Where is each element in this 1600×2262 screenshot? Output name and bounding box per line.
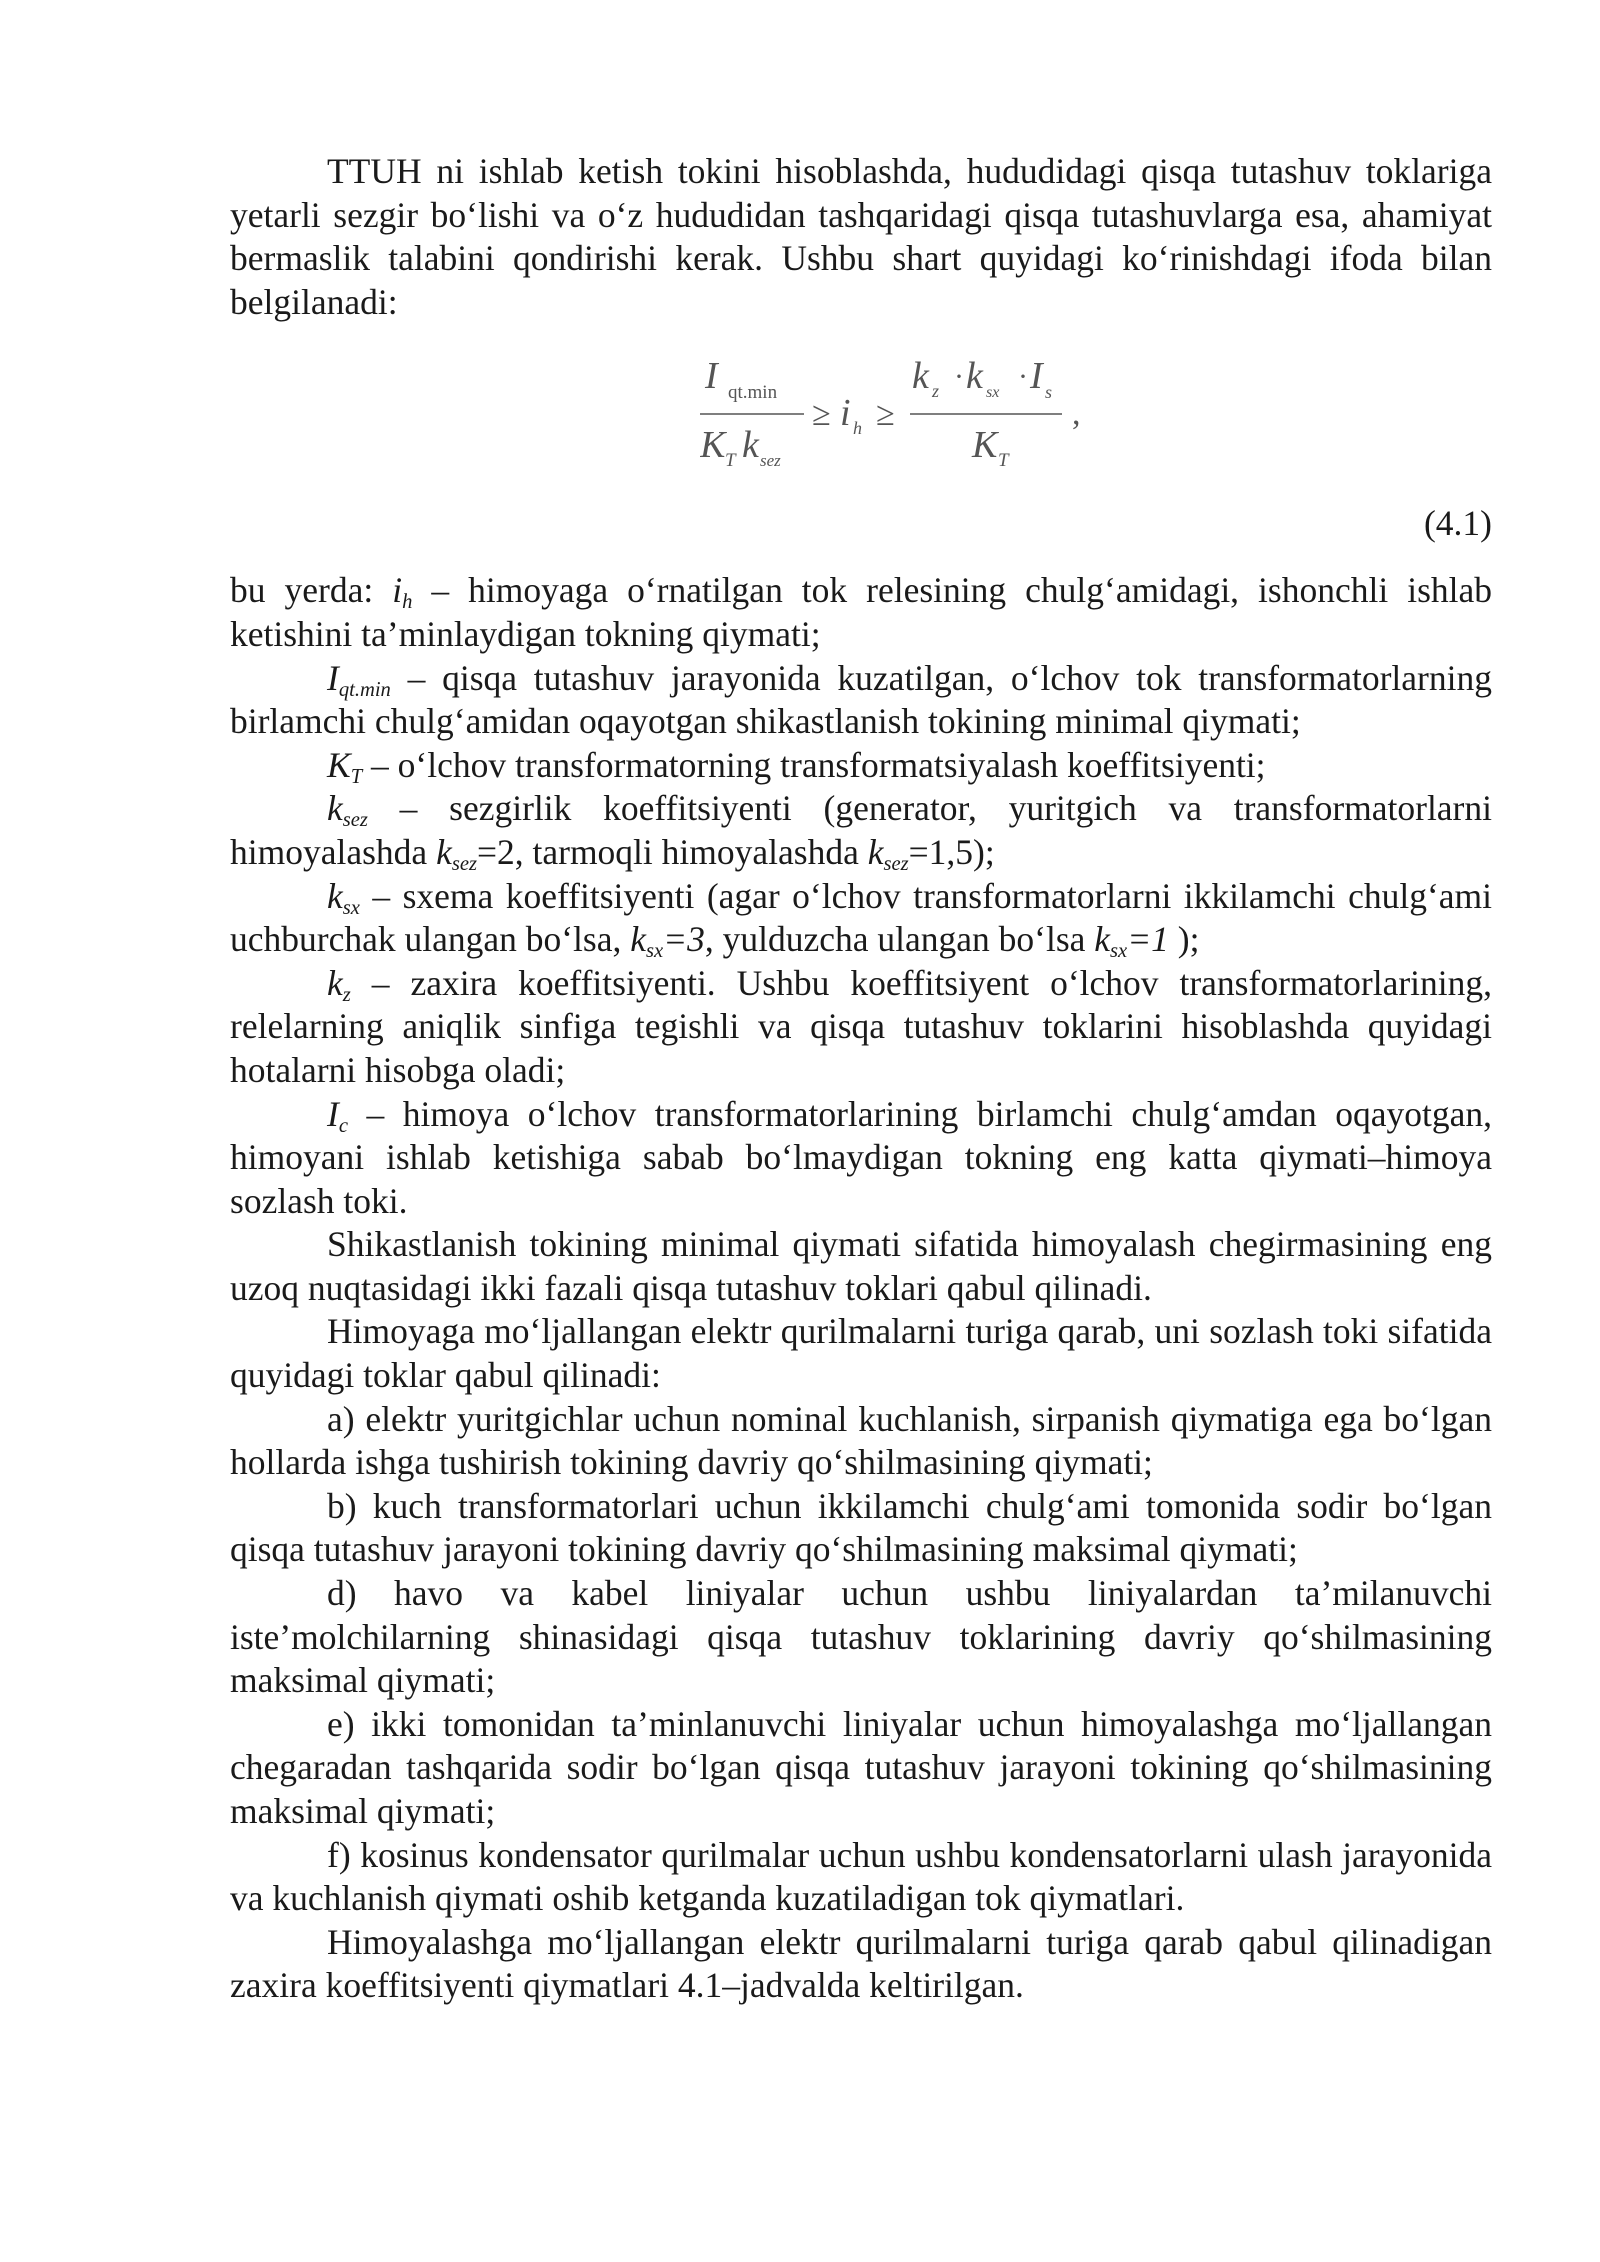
def-ksx-sub-2: sx [646,939,664,962]
def-ksez-text-2: =2, tarmoqli himoyalashda [476,831,868,872]
paragraph-last: Himoyalashga mo‘ljallangan elektr qurilmalarni turiga qarab qabul qilinadigan zaxira koeffitsiyenti qiymatlari 4.1–jadvalda keltirilgan. [230,1921,1492,2006]
def-iqt-text: – qisqa tutashuv jarayonida kuzatilgan, o‘lchov tok transformatorlarning birlamchi chulg‘amidan oqayotgan shikastlanish tokining minimal qiymati; [230,657,1492,742]
def-ksx-value-2: =3 [663,919,705,960]
def-ksx-value-3: =1 [1127,919,1169,960]
def-kz-text: – zaxira koeffitsiyenti. Ushbu koeffitsiyent o‘lchov transformatorlarining, relelarning aniqlik sinfiga tegishli va qisqa tutashuv toklarini hisoblashda quyidagi hotalarni hisobga oladi; [230,962,1492,1090]
def-ksx-symbol-2: k [630,919,646,960]
formula-num-right-b-sub: sx [986,384,1000,402]
def-ic-sub: c [338,1114,348,1137]
list-item-b: b) kuch transformatorlari uchun ikkilamchi chulg‘ami tomonida sodir bo‘lgan qisqa tutashuv jarayoni tokining davriy qo‘shilmasining maksimal qiymati; [230,1485,1492,1570]
formula-den-left-a-sub: T [725,450,736,472]
formula-dot-2: · [1018,360,1028,394]
formula-geq-2: ≥ [876,396,895,434]
def-ksx [230,875,1492,962]
def-ksez-symbol: k [327,788,343,829]
formula-den-left-b-sub: sez [760,451,781,471]
intro-paragraph: TTUH ni ishlab ketish tokini hisoblashda, hududidagi qisqa tutashuv toklariga yetarli sezgir bo‘lishi va o‘z hududidan tashqaridagi qisqa tutashuvlarga esa, ahamiyat bermaslik talabini qondirishi kerak. Ushbu shart quyidagi ko‘rinishdagi ifoda bilan belgilanadi: [230,151,1492,322]
def-ksez-text-3: =1,5); [908,831,995,872]
def-kt-text: – o‘lchov transformatorning transformatsiyalash koeffitsiyenti; [362,744,1266,785]
def-ih-symbol: i [392,570,403,611]
def-ih-sub: h [402,591,413,614]
def-ih [230,569,1492,656]
def-ksez-sub-2: sez [451,852,477,875]
def-ksez-sub: sez [342,809,368,832]
formula-mid-sub: h [853,418,862,439]
list-item-a: a) elektr yuritgichlar uchun nominal kuchlanish, sirpanish qiymatiga ega bo‘lgan hollarda ishga tushirish tokining davriy qo‘shilmasining qiymati; [230,1398,1492,1483]
def-kt [230,744,1492,788]
def-ksx-symbol: k [327,875,343,916]
formula-geq-1: ≥ [812,396,831,434]
def-ih-text: – himoyaga o‘rnatilgan tok relesining chulg‘amidagi, ishonchli ishlab ketishini ta’minlaydigan tokning qiymati; [230,570,1492,654]
list-item-f: f) kosinus kondensator qurilmalar uchun ushbu kondensatorlarni ulash jarayonida va kuchlanish qiymati oshib ketganda kuzatiladigan tok qiymatlari. [230,1834,1492,1919]
formula-num-left: I [705,355,718,398]
formula-den-right-sub: T [998,450,1009,472]
def-kt-sub: T [350,765,363,788]
def-ic [230,1093,1492,1224]
def-ksx-text-3: ); [1168,919,1200,960]
paragraph-shikastlanish: Shikastlanish tokining minimal qiymati sifatida himoyalash chegirmasining eng uzoq nuqtasidagi ikki fazali qisqa tutashuv toklari qabul qilinadi. [230,1224,1492,1308]
def-ksez [230,787,1492,874]
formula-den-right: K [972,424,998,467]
formula-num-left-sub: qt.min [728,382,778,404]
def-iqt-symbol: I [327,657,339,698]
paragraph-himoyaga: Himoyaga mo‘ljallangan elektr qurilmalarni turiga qarab, uni sozlash toki sifatida quyidagi toklar qabul qilinadi: [230,1311,1492,1396]
def-ksx-symbol-3: k [1094,919,1111,960]
list-item-d: d) havo va kabel liniyalar uchun ushbu liniyalardan ta’milanuvchi iste’molchilarning shinasidagi qisqa tutashuv toklarining davriy qo‘shilmasining maksimal qiymati; [230,1573,1492,1701]
list-item-e: e) ikki tomonidan ta’minlanuvchi liniyalar uchun himoyalashga mo‘ljallangan chegaradan tashqarida sodir bo‘lgan qisqa tutashuv jarayoni tokining qo‘shilmasining maksimal qiymati; [230,1703,1492,1831]
def-ksx-text-2: , yulduzcha ulangan bo‘lsa [704,919,1095,960]
formula-num-right-c: I [1030,355,1043,398]
formula-num-right-b: k [966,355,983,398]
def-iqt [230,657,1492,744]
def-ksez-symbol-3: k [867,831,884,872]
def-ksez-text-1: – sezgirlik koeffitsiyenti (generator, yuritgich va transformatorlarni himoyalashda [230,788,1492,872]
formula-4-1 [700,342,1120,492]
def-ksx-sub-3: sx [1110,939,1128,962]
def-kz-symbol: k [327,962,343,1003]
def-kz-sub: z [342,983,351,1006]
def-iqt-sub: qt.min [338,678,391,701]
def-ih-pre: bu yerda: [230,570,393,611]
def-ksez-symbol-2: k [436,831,452,872]
formula-dot-1: · [954,360,964,394]
def-kz [230,962,1492,1093]
equation-number: (4.1) [1423,503,1492,544]
def-ksez-sub-3: sez [883,852,909,875]
def-kt-symbol: K [327,744,351,785]
formula-num-right-c-sub: s [1045,382,1053,403]
def-ksx-sub: sx [342,896,360,919]
def-ic-symbol: I [327,1093,339,1134]
formula-mid: i [840,392,851,435]
formula-num-right-a: k [912,355,929,398]
formula-num-right-a-sub: z [932,381,940,402]
def-ksx-text-1: – sxema koeffitsiyenti (agar o‘lchov transformatorlarni ikkilamchi chulg‘ami uchburchak ulangan bo‘lsa, [230,875,1492,960]
formula-comma: , [1072,395,1081,433]
formula-block [230,324,1492,569]
formula-den-left-b: k [742,424,759,467]
def-ic-text: – himoya o‘lchov transformatorlarining birlamchi chulg‘amdan oqayotgan, himoyani ishlab ketishiga sabab bo‘lmaydigan tokning eng katta qiymati–himoya sozlash toki. [230,1093,1492,1221]
formula-den-left-a: K [700,424,726,467]
